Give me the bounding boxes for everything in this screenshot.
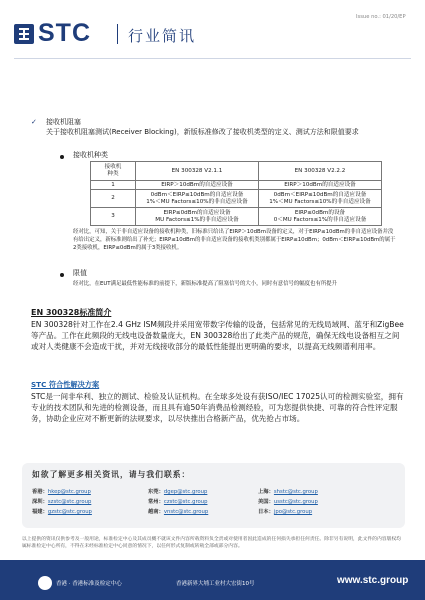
email-link[interactable]: czstc@stc.group — [163, 499, 208, 505]
contact-entry: 日本：jpo@stc.group — [258, 509, 313, 515]
website-link[interactable]: www.stc.group — [337, 575, 409, 586]
contact-entry: 常州：czstc@stc.group — [148, 499, 208, 505]
table-header: EN 300328 V2.2.2 — [259, 162, 382, 181]
stc-logo-icon — [14, 24, 34, 44]
footer-org: 香港 · 香港标准及检定中心 — [56, 581, 122, 587]
contact-entry: 越南：vnstc@stc.group — [148, 509, 209, 515]
contact-entry: 深圳：szstc@stc.group — [32, 499, 92, 505]
email-link[interactable]: gzstc@stc.group — [47, 509, 92, 515]
table-cell: 1 — [91, 181, 136, 190]
receiver-table — [90, 161, 382, 226]
email-link[interactable]: shstc@stc.group — [273, 489, 318, 495]
contact-entry: 上海：shstc@stc.group — [258, 489, 318, 495]
disclaimer: 以上提供的资讯仅供参考及一般用途，标准检定中心及其成员概不就该文件内容所载资料负全责或对使用者因此造成的任何损失承担任何责任。除非另有说明，此文件的内容版权均属标准检定中心所有，不得在未经标准检定中心同意的情况下，以任何形式复制或转载全部或部分内容。 — [22, 537, 401, 549]
check-icon: ✓ — [31, 118, 37, 126]
comparison-note: 经对比，可知，关于非自适应设备的接收机种类，旧标准只给出了EIRP＞10dBm设备的定义，对于EIRP≤10dBm的非自适应设备并没有给出定义，新标准则给出了补充；EIRP≤10dBm的非自适应设备的接收机类别都属于EIRP≤10dBm；0dBm＜EIRP≤10dBm的属于2类接收机，EIRP≤0dBm的属于3类接收机。 — [73, 229, 396, 251]
section-heading: 接收机阻塞 — [46, 118, 81, 126]
header-divider — [117, 24, 118, 44]
solutions-title: STC 符合性解决方案 — [31, 380, 100, 389]
email-link[interactable]: jpo@stc.group — [273, 509, 313, 515]
contact-entry: 香港：hkep@stc.group — [32, 489, 91, 495]
issue-number: Issue no.: 01/20/EP — [356, 14, 406, 20]
brand-name: STC — [38, 19, 91, 47]
email-link[interactable]: szstc@stc.group — [47, 499, 92, 505]
email-link[interactable]: usstc@stc.group — [273, 499, 318, 505]
table-cell: 0dBm＜EIRP≤10dBm的自适应设备 1%＜MU Factors≤10%的非自适应设备 — [259, 190, 382, 208]
table-header: 接收机 种类 — [91, 162, 136, 181]
limit-note: 经对比，在EUT满足最低性能标准的前提下，新版标准提高了阻塞信号的大小，同时有意信号的幅度也有所提升 — [73, 281, 338, 287]
table-header: EN 300328 V2.1.1 — [136, 162, 259, 181]
table-cell: EIRP≤0dBm的自适应设备 MU Factors≤1%的非自适应设备 — [136, 208, 259, 226]
solutions-body: STC是一间非牟利、独立的测试、检验及认证机构。在全球多处设有获ISO/IEC 17025认可的检测实验室，拥有专业的技术团队和先进的检测设备，而且具有逾50年消费品检测经验，可为您提供快捷、可靠的符合性评定服务，协助企业应对不断更新的法规要求，以尽快推出合格新产品，优先抢占市场。 — [31, 392, 404, 424]
contact-entry: 福建：gzstc@stc.group — [32, 509, 92, 515]
email-link[interactable]: vnstc@stc.group — [163, 509, 209, 515]
bullet-icon — [60, 155, 64, 159]
table-cell: 2 — [91, 190, 136, 208]
table-cell: EIRP＞10dBm的自适应设备 — [259, 181, 382, 190]
contact-entry: 美国：usstc@stc.group — [258, 499, 318, 505]
section-body: EN 300328针对工作在2.4 GHz ISM频段并采用宽带数字传输的设备，包括常见的无线局域网、蓝牙和ZigBee等产品。工作在此频段的无线电设备数量庞大，EN 300328给出了此类产品的规范，确保无线电设备相互之间或对人类健康不会造成干扰，并对无线接收部分的最低性能提出更明确的要求，以提高无线频谱利用率。 — [31, 320, 404, 352]
contact-title: 如欲了解更多相关资讯，请与我们联系： — [32, 470, 191, 479]
table-cell: EIRP＞10dBm的自适应设备 — [136, 181, 259, 190]
bullet-icon — [60, 273, 64, 277]
contact-entry: 东莞：dgep@stc.group — [148, 489, 208, 495]
top-rule — [14, 58, 411, 59]
footer-address: 香港新界大埔工业村大宏街10号 — [176, 581, 255, 587]
section-intro: 关于接收机阻塞测试(Receiver Blocking)，新版标准修改了接收机类型的定义、测试方法和限值要求 — [46, 128, 359, 136]
email-link[interactable]: hkep@stc.group — [47, 489, 91, 495]
bullet-label: 限值 — [73, 269, 87, 277]
table-cell: 3 — [91, 208, 136, 226]
bullet-label: 接收机种类 — [73, 151, 108, 159]
email-link[interactable]: dgep@stc.group — [163, 489, 208, 495]
section-title: EN 300328标准简介 — [31, 308, 112, 317]
stc-footer-logo-icon — [38, 576, 52, 590]
table-cell: 0dBm＜EIRP≤10dBm的自适应设备 1%＜MU Factors≤10%的非自适应设备 — [136, 190, 259, 208]
table-cell: EIRP≤0dBm的设备 0＜MU Factors≤1%的非自适应设备 — [259, 208, 382, 226]
page-title: 行业简讯 — [128, 27, 197, 45]
